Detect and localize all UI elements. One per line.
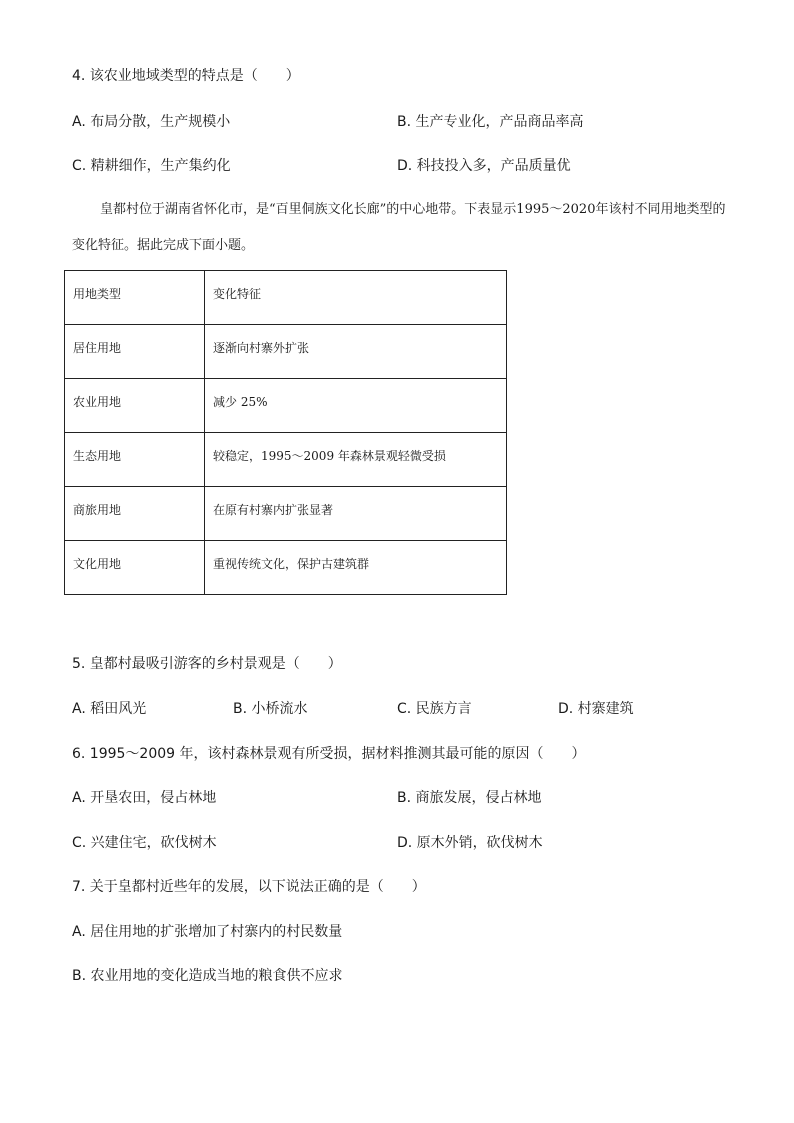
- q4-option-a[interactable]: A. 布局分散，生产规模小: [72, 114, 231, 130]
- table-cell-feature: 减少 25%: [205, 379, 507, 433]
- q6-option-b[interactable]: B. 商旅发展，侵占林地: [397, 790, 542, 806]
- q6-option-c[interactable]: C. 兴建住宅，砍伐树木: [72, 835, 217, 851]
- table-row: [65, 433, 507, 487]
- q4-stem: 4. 该农业地域类型的特点是（ ）: [72, 68, 300, 84]
- table-cell-feature: 重视传统文化，保护古建筑群: [205, 541, 507, 595]
- land-use-table: [64, 270, 507, 595]
- q5-option-d[interactable]: D. 村寨建筑: [558, 701, 634, 717]
- table-header-cell: 用地类型: [65, 271, 205, 325]
- q7-stem: 7. 关于皇都村近些年的发展，以下说法正确的是（ ）: [72, 879, 426, 895]
- q4-option-b[interactable]: B. 生产专业化，产品商品率高: [397, 114, 584, 130]
- table-header-row: [65, 271, 507, 325]
- table-cell-feature: 较稳定，1995～2009 年森林景观轻微受损: [205, 433, 507, 487]
- table-cell-feature: 逐渐向村寨外扩张: [205, 325, 507, 379]
- table-header-cell: 变化特征: [205, 271, 507, 325]
- material-paragraph: 皇都村位于湖南省怀化市，是“百里侗族文化长廊”的中心地带。下表显示1995～2020年该村不同用地类型的变化特征。据此完成下面小题。: [72, 202, 726, 253]
- q6-option-a[interactable]: A. 开垦农田，侵占林地: [72, 790, 217, 806]
- q4-option-c[interactable]: C. 精耕细作，生产集约化: [72, 158, 231, 174]
- table-cell-type: 农业用地: [65, 379, 205, 433]
- q7-option-b[interactable]: B. 农业用地的变化造成当地的粮食供不应求: [72, 968, 343, 984]
- table-row: [65, 379, 507, 433]
- q5-option-c[interactable]: C. 民族方言: [397, 701, 472, 717]
- q6-stem: 6. 1995～2009 年，该村森林景观有所受损，据材料推测其最可能的原因（ ）: [72, 746, 586, 762]
- q5-option-b[interactable]: B. 小桥流水: [233, 701, 308, 717]
- table-cell-feature: 在原有村寨内扩张显著: [205, 487, 507, 541]
- table-cell-type: 文化用地: [65, 541, 205, 595]
- q5-option-a[interactable]: A. 稻田风光: [72, 701, 147, 717]
- q7-option-a[interactable]: A. 居住用地的扩张增加了村寨内的村民数量: [72, 924, 343, 940]
- table-cell-type: 居住用地: [65, 325, 205, 379]
- table-cell-type: 商旅用地: [65, 487, 205, 541]
- table-row: [65, 487, 507, 541]
- table-row: [65, 325, 507, 379]
- q4-option-d[interactable]: D. 科技投入多，产品质量优: [397, 158, 571, 174]
- q6-option-d[interactable]: D. 原木外销，砍伐树木: [397, 835, 543, 851]
- table-cell-type: 生态用地: [65, 433, 205, 487]
- q5-stem: 5. 皇都村最吸引游客的乡村景观是（ ）: [72, 656, 342, 672]
- table-row: [65, 541, 507, 595]
